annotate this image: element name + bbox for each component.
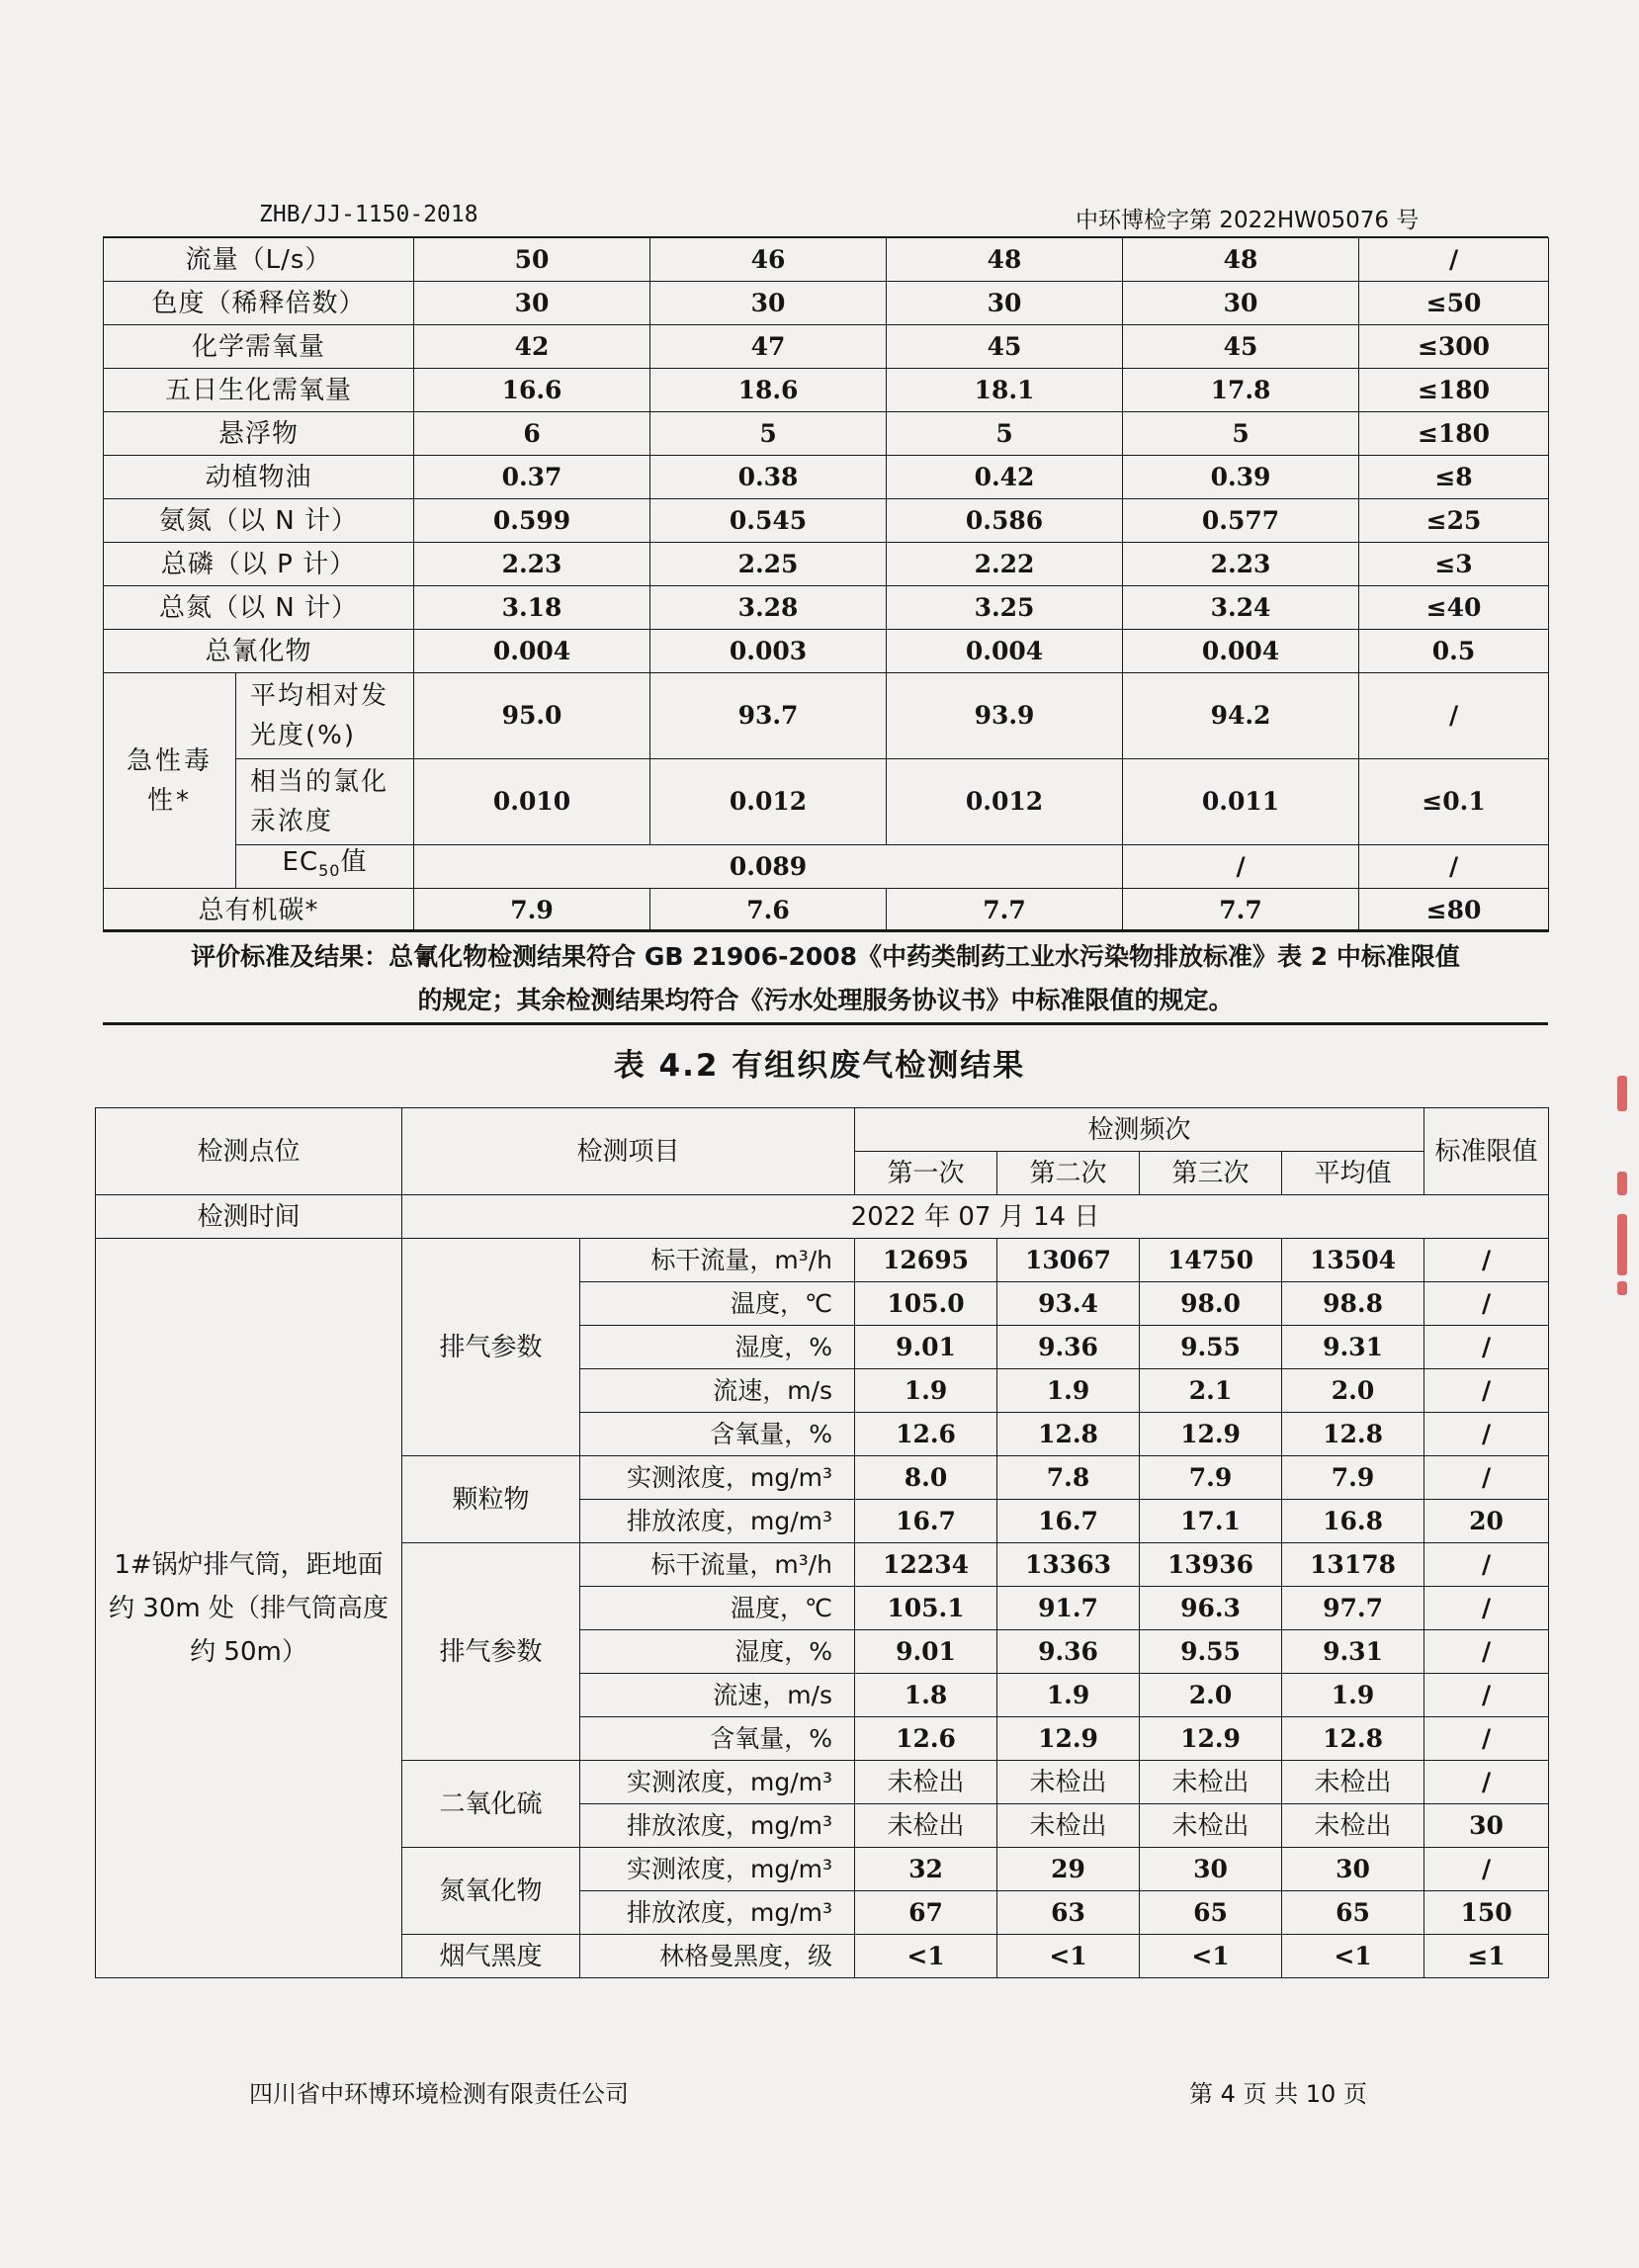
value-cell: 63 bbox=[997, 1891, 1140, 1935]
limit-cell: / bbox=[1424, 1456, 1549, 1500]
item-label: 含氧量，% bbox=[580, 1413, 855, 1456]
limit-cell: / bbox=[1424, 1326, 1549, 1369]
limit-cell: ≤80 bbox=[1359, 889, 1549, 932]
parameter-group: 排气参数 bbox=[402, 1543, 580, 1761]
value-cell: 未检出 bbox=[855, 1761, 997, 1804]
value-cell: 30 bbox=[1140, 1848, 1282, 1891]
value-cell: 13504 bbox=[1282, 1239, 1424, 1282]
item-label: 实测浓度，mg/m³ bbox=[580, 1848, 855, 1891]
value-cell: 95.0 bbox=[414, 673, 650, 759]
value-cell: 12.8 bbox=[1282, 1717, 1424, 1761]
header-avg: 平均值 bbox=[1282, 1152, 1424, 1195]
parameter-group: 颗粒物 bbox=[402, 1456, 580, 1543]
exhaust-gas-results-table bbox=[95, 1107, 1549, 1978]
header-third: 第三次 bbox=[1140, 1152, 1282, 1195]
item-label: 实测浓度，mg/m³ bbox=[580, 1761, 855, 1804]
value-cell: 未检出 bbox=[997, 1804, 1140, 1848]
stamp-edge-mark bbox=[1617, 1281, 1627, 1295]
limit-cell: ≤300 bbox=[1359, 325, 1549, 369]
limit-cell: 0.5 bbox=[1359, 630, 1549, 673]
table-row bbox=[104, 456, 1549, 499]
ec50-value: 0.089 bbox=[414, 845, 1123, 889]
value-cell: 1.9 bbox=[997, 1369, 1140, 1413]
value-cell: 5 bbox=[1123, 412, 1359, 456]
value-cell: 30 bbox=[650, 282, 887, 325]
value-cell: 0.010 bbox=[414, 759, 650, 845]
item-label: 排放浓度，mg/m³ bbox=[580, 1500, 855, 1543]
value-cell: 7.9 bbox=[1282, 1456, 1424, 1500]
value-cell: 0.004 bbox=[887, 630, 1123, 673]
value-cell: 6 bbox=[414, 412, 650, 456]
table-row bbox=[104, 586, 1549, 630]
limit-cell: / bbox=[1424, 1543, 1549, 1587]
row-label: 动植物油 bbox=[104, 456, 414, 499]
table-row bbox=[104, 369, 1549, 412]
ec50-label bbox=[236, 845, 414, 889]
value-cell: 未检出 bbox=[1140, 1761, 1282, 1804]
value-cell: 未检出 bbox=[855, 1804, 997, 1848]
value-cell: 42 bbox=[414, 325, 650, 369]
value-cell: 7.9 bbox=[1140, 1456, 1282, 1500]
value-cell: 1.9 bbox=[1282, 1674, 1424, 1717]
value-cell: 12.9 bbox=[1140, 1717, 1282, 1761]
value-cell: 9.31 bbox=[1282, 1326, 1424, 1369]
row-label: 色度（稀释倍数） bbox=[104, 282, 414, 325]
value-cell: 2.23 bbox=[1123, 543, 1359, 586]
value-cell: 46 bbox=[650, 238, 887, 282]
parameter-group: 排气参数 bbox=[402, 1239, 580, 1456]
value-cell: 45 bbox=[887, 325, 1123, 369]
value-cell: 17.1 bbox=[1140, 1500, 1282, 1543]
value-cell: 9.36 bbox=[997, 1630, 1140, 1674]
footer-company: 四川省中环博环境检测有限责任公司 bbox=[249, 2080, 629, 2108]
table-caption: 表 4.2 有组织废气检测结果 bbox=[613, 1048, 1026, 1084]
value-cell: 17.8 bbox=[1123, 369, 1359, 412]
limit-cell: / bbox=[1424, 1413, 1549, 1456]
value-cell: 12.8 bbox=[1282, 1413, 1424, 1456]
value-cell: 0.599 bbox=[414, 499, 650, 543]
value-cell: 96.3 bbox=[1140, 1587, 1282, 1630]
value-cell: 12.8 bbox=[997, 1413, 1140, 1456]
value-cell: 3.28 bbox=[650, 586, 887, 630]
parameter-group: 二氧化硫 bbox=[402, 1761, 580, 1848]
header-limit: 标准限值 bbox=[1424, 1108, 1549, 1195]
value-cell: / bbox=[1359, 673, 1549, 759]
table-row bbox=[104, 845, 1549, 889]
value-cell: 13067 bbox=[997, 1239, 1140, 1282]
value-cell: 32 bbox=[855, 1848, 997, 1891]
value-cell: 12234 bbox=[855, 1543, 997, 1587]
value-cell: 2.23 bbox=[414, 543, 650, 586]
row-label: 总磷（以 P 计） bbox=[104, 543, 414, 586]
value-cell: 0.003 bbox=[650, 630, 887, 673]
value-cell: 91.7 bbox=[997, 1587, 1140, 1630]
value-cell: 1.9 bbox=[997, 1674, 1140, 1717]
value-cell: 2.0 bbox=[1282, 1369, 1424, 1413]
item-label: 湿度，% bbox=[580, 1326, 855, 1369]
value-cell: 18.6 bbox=[650, 369, 887, 412]
value-cell: 93.7 bbox=[650, 673, 887, 759]
table-row bbox=[104, 499, 1549, 543]
limit-cell: ≤50 bbox=[1359, 282, 1549, 325]
footer-page-number: 第 4 页 共 10 页 bbox=[1189, 2080, 1367, 2108]
value-cell: 12.9 bbox=[997, 1717, 1140, 1761]
value-cell: 2.1 bbox=[1140, 1369, 1282, 1413]
value-cell: 30 bbox=[887, 282, 1123, 325]
value-cell: 0.586 bbox=[887, 499, 1123, 543]
value-cell: 16.6 bbox=[414, 369, 650, 412]
value-cell: 16.7 bbox=[855, 1500, 997, 1543]
value-cell: 30 bbox=[1123, 282, 1359, 325]
value-cell: 0.012 bbox=[887, 759, 1123, 845]
report-number: 中环博检字第 2022HW05076 号 bbox=[1076, 208, 1420, 233]
wastewater-results-table bbox=[103, 237, 1549, 932]
header-first: 第一次 bbox=[855, 1152, 997, 1195]
limit-cell: ≤40 bbox=[1359, 586, 1549, 630]
limit-cell: / bbox=[1424, 1282, 1549, 1326]
evaluation-line-2: 的规定；其余检测结果均符合《污水处理服务协议书》中标准限值的规定。 bbox=[417, 986, 1234, 1014]
limit-cell: ≤8 bbox=[1359, 456, 1549, 499]
value-cell: 105.0 bbox=[855, 1282, 997, 1326]
table-row bbox=[104, 673, 1549, 759]
value-cell: <1 bbox=[997, 1935, 1140, 1978]
row-label: 流量（L/s） bbox=[104, 238, 414, 282]
value-cell: 0.37 bbox=[414, 456, 650, 499]
parameter-group: 氮氧化物 bbox=[402, 1848, 580, 1935]
location-cell: 1#锅炉排气筒，距地面约 30m 处（排气筒高度约 50m） bbox=[96, 1239, 402, 1978]
limit-cell: ≤180 bbox=[1359, 412, 1549, 456]
table-row bbox=[104, 630, 1549, 673]
value-cell: 3.25 bbox=[887, 586, 1123, 630]
evaluation-note bbox=[103, 935, 1548, 1022]
value-cell: 3.18 bbox=[414, 586, 650, 630]
value-cell: 97.7 bbox=[1282, 1587, 1424, 1630]
evaluation-line-1: 评价标准及结果：总氰化物检测结果符合 GB 21906-2008《中药类制药工业水污染物排放标准》表 2 中标准限值 bbox=[191, 942, 1460, 971]
row-label: 总氮（以 N 计） bbox=[104, 586, 414, 630]
value-cell: 0.545 bbox=[650, 499, 887, 543]
limit-cell: / bbox=[1359, 238, 1549, 282]
value-cell: 93.4 bbox=[997, 1282, 1140, 1326]
limit-cell: / bbox=[1424, 1674, 1549, 1717]
value-cell: 29 bbox=[997, 1848, 1140, 1891]
value-cell: 65 bbox=[1282, 1891, 1424, 1935]
row-label: 五日生化需氧量 bbox=[104, 369, 414, 412]
value-cell: 7.7 bbox=[1123, 889, 1359, 932]
table1-bottom-rule bbox=[103, 929, 1548, 932]
ec50-label-subscript: 50 bbox=[318, 861, 341, 881]
value-cell: 0.39 bbox=[1123, 456, 1359, 499]
item-label: 排放浓度，mg/m³ bbox=[580, 1804, 855, 1848]
header-item: 检测项目 bbox=[402, 1108, 855, 1195]
value-cell: <1 bbox=[1140, 1935, 1282, 1978]
limit-cell: / bbox=[1424, 1630, 1549, 1674]
value-cell: 2.0 bbox=[1140, 1674, 1282, 1717]
value-cell: 9.36 bbox=[997, 1326, 1140, 1369]
value-cell: 16.7 bbox=[997, 1500, 1140, 1543]
value-cell: 7.8 bbox=[997, 1456, 1140, 1500]
header-second: 第二次 bbox=[997, 1152, 1140, 1195]
value-cell: 9.55 bbox=[1140, 1630, 1282, 1674]
item-label: 流速，m/s bbox=[580, 1674, 855, 1717]
item-label: 温度，℃ bbox=[580, 1587, 855, 1630]
value-cell: 1.9 bbox=[855, 1369, 997, 1413]
sub-label: 相当的氯化汞浓度 bbox=[236, 759, 414, 845]
value-cell: 16.8 bbox=[1282, 1500, 1424, 1543]
row-label: 总有机碳* bbox=[104, 889, 414, 932]
row-label: 化学需氧量 bbox=[104, 325, 414, 369]
value-cell: 50 bbox=[414, 238, 650, 282]
value-cell: 未检出 bbox=[997, 1761, 1140, 1804]
value-cell: 8.0 bbox=[855, 1456, 997, 1500]
header-frequency: 检测频次 bbox=[855, 1108, 1424, 1152]
row-label: 总氰化物 bbox=[104, 630, 414, 673]
item-label: 林格曼黑度，级 bbox=[580, 1935, 855, 1978]
value-cell: 93.9 bbox=[887, 673, 1123, 759]
value-cell: 3.24 bbox=[1123, 586, 1359, 630]
limit-cell: 30 bbox=[1424, 1804, 1549, 1848]
value-cell: 9.01 bbox=[855, 1326, 997, 1369]
value-cell: 0.012 bbox=[650, 759, 887, 845]
table-row bbox=[104, 412, 1549, 456]
value-cell: 67 bbox=[855, 1891, 997, 1935]
value-cell: <1 bbox=[855, 1935, 997, 1978]
limit-cell: 20 bbox=[1424, 1500, 1549, 1543]
header-row bbox=[96, 1108, 1549, 1152]
value-cell: 14750 bbox=[1140, 1239, 1282, 1282]
limit-cell: / bbox=[1424, 1761, 1549, 1804]
limit-cell: 150 bbox=[1424, 1891, 1549, 1935]
header-location: 检测点位 bbox=[96, 1108, 402, 1195]
value-cell: 45 bbox=[1123, 325, 1359, 369]
value-cell: 48 bbox=[887, 238, 1123, 282]
value-cell: <1 bbox=[1282, 1935, 1424, 1978]
item-label: 标干流量，m³/h bbox=[580, 1239, 855, 1282]
value-cell: 未检出 bbox=[1140, 1804, 1282, 1848]
value-cell: 13178 bbox=[1282, 1543, 1424, 1587]
limit-cell: ≤180 bbox=[1359, 369, 1549, 412]
item-label: 标干流量，m³/h bbox=[580, 1543, 855, 1587]
time-value: 2022 年 07 月 14 日 bbox=[402, 1195, 1549, 1239]
time-row bbox=[96, 1195, 1549, 1239]
value-cell: 12.6 bbox=[855, 1717, 997, 1761]
item-label: 含氧量，% bbox=[580, 1717, 855, 1761]
item-label: 实测浓度，mg/m³ bbox=[580, 1456, 855, 1500]
value-cell: 105.1 bbox=[855, 1587, 997, 1630]
value-cell: 0.577 bbox=[1123, 499, 1359, 543]
table-row bbox=[104, 325, 1549, 369]
limit-cell: / bbox=[1424, 1369, 1549, 1413]
value-cell: 13363 bbox=[997, 1543, 1140, 1587]
table-row bbox=[104, 543, 1549, 586]
value-cell: 9.01 bbox=[855, 1630, 997, 1674]
item-label: 排放浓度，mg/m³ bbox=[580, 1891, 855, 1935]
table-row bbox=[104, 238, 1549, 282]
limit-cell: / bbox=[1424, 1587, 1549, 1630]
value-cell: ≤0.1 bbox=[1359, 759, 1549, 845]
parameter-group: 烟气黑度 bbox=[402, 1935, 580, 1978]
value-cell: 未检出 bbox=[1282, 1761, 1424, 1804]
value-cell: 65 bbox=[1140, 1891, 1282, 1935]
value-cell: 94.2 bbox=[1123, 673, 1359, 759]
value-cell: 5 bbox=[650, 412, 887, 456]
value-cell: 12695 bbox=[855, 1239, 997, 1282]
limit-cell: / bbox=[1424, 1717, 1549, 1761]
value-cell: 5 bbox=[887, 412, 1123, 456]
sub-label: 平均相对发光度(%) bbox=[236, 673, 414, 759]
value-cell: 47 bbox=[650, 325, 887, 369]
value-cell: 18.1 bbox=[887, 369, 1123, 412]
limit-cell: ≤1 bbox=[1424, 1935, 1549, 1978]
limit-cell: ≤3 bbox=[1359, 543, 1549, 586]
table-row bbox=[96, 1239, 1549, 1282]
item-label: 温度，℃ bbox=[580, 1282, 855, 1326]
value-cell: 1.8 bbox=[855, 1674, 997, 1717]
limit-cell: / bbox=[1424, 1848, 1549, 1891]
value-cell: 7.7 bbox=[887, 889, 1123, 932]
value-cell: 7.9 bbox=[414, 889, 650, 932]
limit-cell: / bbox=[1424, 1239, 1549, 1282]
group-label: 急性毒性* bbox=[104, 673, 236, 889]
row-label: 悬浮物 bbox=[104, 412, 414, 456]
value-cell: 48 bbox=[1123, 238, 1359, 282]
stamp-edge-mark bbox=[1617, 1172, 1627, 1195]
value-cell: 0.38 bbox=[650, 456, 887, 499]
ec50-average: / bbox=[1123, 845, 1359, 889]
stamp-edge-mark bbox=[1617, 1214, 1627, 1275]
ec50-label-tail: 值 bbox=[340, 846, 368, 877]
item-label: 湿度，% bbox=[580, 1630, 855, 1674]
table-row bbox=[104, 759, 1549, 845]
ec50-limit: / bbox=[1359, 845, 1549, 889]
value-cell: 98.0 bbox=[1140, 1282, 1282, 1326]
value-cell: 7.6 bbox=[650, 889, 887, 932]
table-row bbox=[104, 889, 1549, 932]
table-row bbox=[104, 282, 1549, 325]
ec50-label-main: EC bbox=[282, 846, 319, 877]
value-cell: 12.9 bbox=[1140, 1413, 1282, 1456]
value-cell: 2.25 bbox=[650, 543, 887, 586]
value-cell: 0.42 bbox=[887, 456, 1123, 499]
value-cell: 13936 bbox=[1140, 1543, 1282, 1587]
value-cell: 98.8 bbox=[1282, 1282, 1424, 1326]
value-cell: 12.6 bbox=[855, 1413, 997, 1456]
value-cell: 30 bbox=[414, 282, 650, 325]
item-label: 流速，m/s bbox=[580, 1369, 855, 1413]
row-label: 氨氮（以 N 计） bbox=[104, 499, 414, 543]
value-cell: 2.22 bbox=[887, 543, 1123, 586]
evaluation-bottom-rule bbox=[103, 1022, 1548, 1025]
value-cell: 0.011 bbox=[1123, 759, 1359, 845]
limit-cell: ≤25 bbox=[1359, 499, 1549, 543]
value-cell: 9.31 bbox=[1282, 1630, 1424, 1674]
time-label: 检测时间 bbox=[96, 1195, 402, 1239]
value-cell: 未检出 bbox=[1282, 1804, 1424, 1848]
value-cell: 9.55 bbox=[1140, 1326, 1282, 1369]
stamp-edge-mark bbox=[1617, 1076, 1627, 1111]
value-cell: 0.004 bbox=[414, 630, 650, 673]
document-code: ZHB/JJ-1150-2018 bbox=[259, 202, 478, 227]
value-cell: 0.004 bbox=[1123, 630, 1359, 673]
value-cell: 30 bbox=[1282, 1848, 1424, 1891]
